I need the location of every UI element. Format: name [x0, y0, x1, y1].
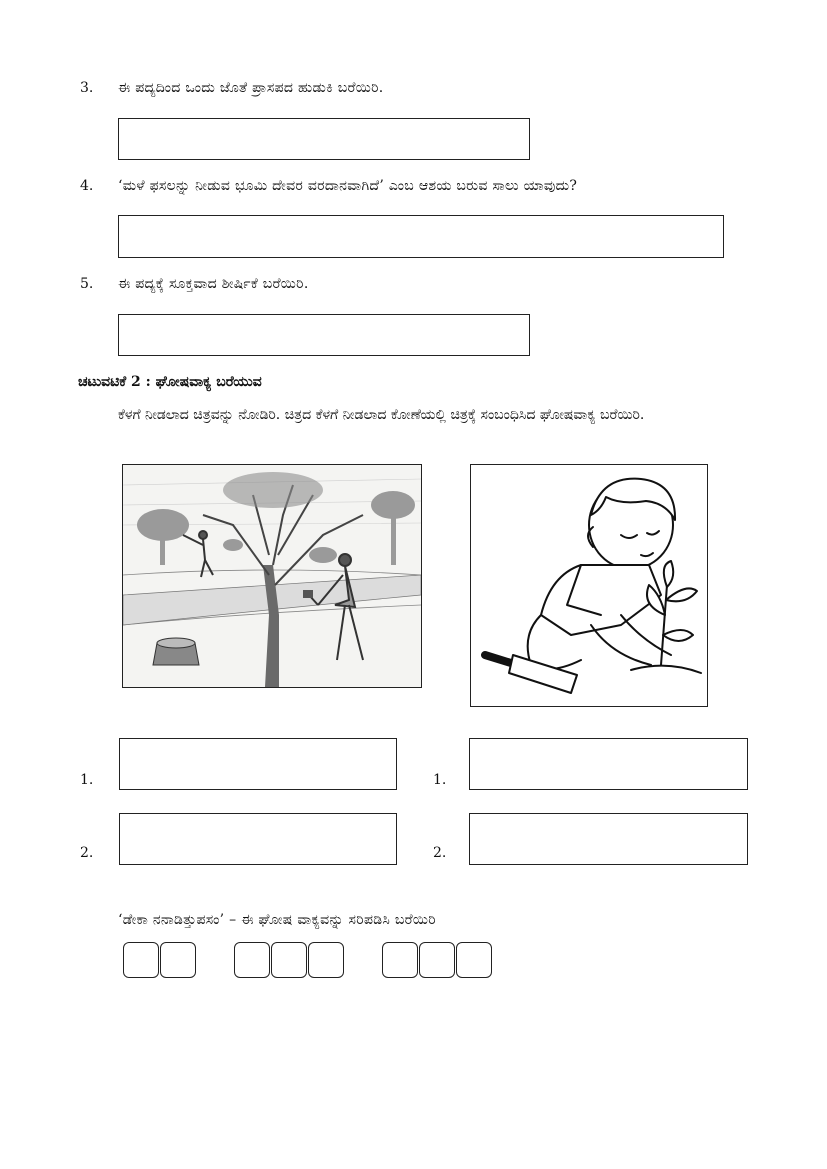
left-answer-label-2: 2. — [80, 845, 94, 861]
left-answer-label-1: 1. — [80, 772, 94, 788]
question-number-5: 5. — [80, 276, 94, 292]
question-text-3: ಈ ಪದ್ಯದಿಂದ ಒಂದು ಜೊತೆ ಪ್ರಾಸಪದ ಹುಡುಕಿ ಬರೆಯಿರಿ. — [118, 80, 384, 96]
letter-box[interactable] — [271, 942, 307, 978]
activity-instruction: ಕೆಳಗೆ ನೀಡಲಾದ ಚಿತ್ರವನ್ನು ನೋಡಿರಿ. ಚಿತ್ರದ ಕೆಳಗೆ ನೀಡಲಾದ ಕೋಣೆಯಲ್ಲಿ ಚಿತ್ರಕ್ಕೆ ಸಂಬಂಧಿಸಿದ ಘೋಷವಾಕ್ಯ ಬರೆಯಿರಿ. — [118, 407, 645, 423]
letter-box[interactable] — [382, 942, 418, 978]
question-text-4: ‘ಮಳೆ ಫಸಲನ್ನು ನೀಡುವ ಭೂಮಿ ದೇವರ ವರದಾನವಾಗಿದೆ’ ಎಂಬ ಆಶಯ ಬರುವ ಸಾಲು ಯಾವುದು? — [118, 178, 578, 194]
right-slogan-box-2[interactable] — [469, 813, 748, 865]
letter-box[interactable] — [234, 942, 270, 978]
letter-box[interactable] — [160, 942, 196, 978]
tree-cutting-illustration — [122, 464, 422, 688]
right-slogan-box-1[interactable] — [469, 738, 748, 790]
letter-box[interactable] — [419, 942, 455, 978]
question-number-3: 3. — [80, 80, 94, 96]
left-slogan-box-1[interactable] — [119, 738, 397, 790]
left-slogan-box-2[interactable] — [119, 813, 397, 865]
boy-planting-drawing — [471, 465, 707, 706]
answer-box-4[interactable] — [118, 215, 724, 258]
activity-title: ಚಟುವಟಿಕೆ 2 : ಘೋಷವಾಕ್ಯ ಬರೆಯುವ — [78, 374, 262, 390]
right-answer-label-2: 2. — [433, 845, 447, 861]
tree-cutting-drawing — [123, 465, 421, 687]
letter-box[interactable] — [123, 942, 159, 978]
boy-planting-illustration — [470, 464, 708, 707]
letter-box[interactable] — [308, 942, 344, 978]
letter-box[interactable] — [456, 942, 492, 978]
answer-box-5[interactable] — [118, 314, 530, 356]
question-number-4: 4. — [80, 178, 94, 194]
right-answer-label-1: 1. — [433, 772, 447, 788]
question-text-5: ಈ ಪದ್ಯಕ್ಕೆ ಸೂಕ್ತವಾದ ಶೀರ್ಷಿಕೆ ಬರೆಯಿರಿ. — [118, 276, 309, 292]
jumble-question: ‘ಡೇಕಾ ನನಾಡಿತ್ತುಪಸಂ’ – ಈ ಘೋಷ ವಾಕ್ಯವನ್ನು ಸರಿಪಡಿಸಿ ಬರೆಯಿರಿ — [118, 912, 436, 928]
answer-box-3[interactable] — [118, 118, 530, 160]
